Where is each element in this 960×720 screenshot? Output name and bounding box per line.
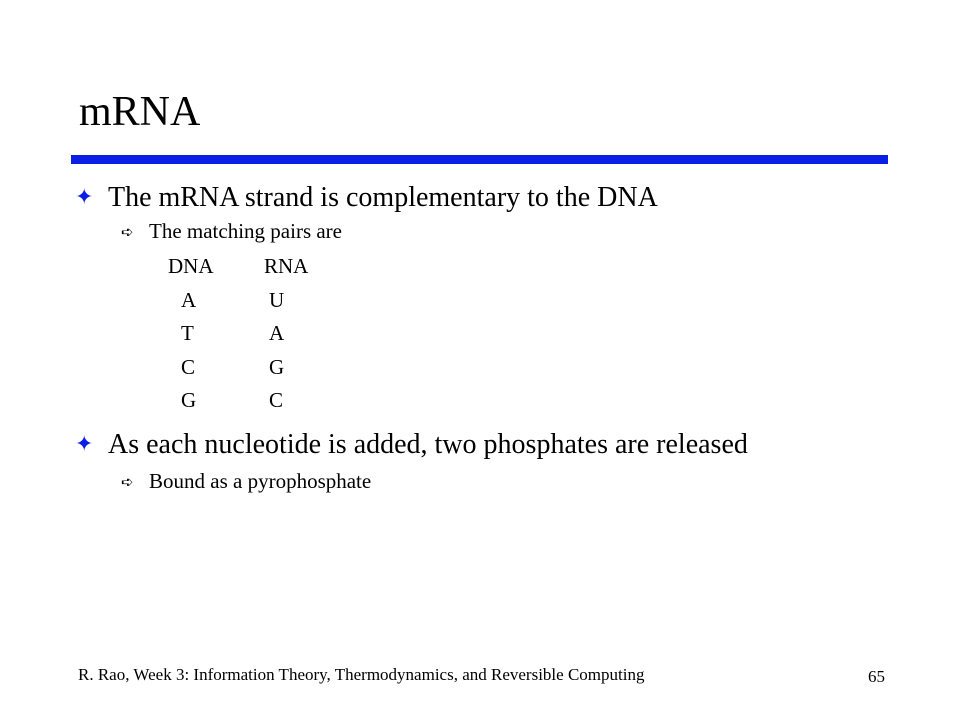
header-rna: RNA	[264, 254, 309, 278]
arrow-bullet-icon: ➪	[121, 473, 134, 491]
star-bullet-icon: ✦	[75, 432, 94, 457]
sub-bullet-text: Bound as a pyrophosphate	[149, 469, 372, 493]
dna-base: T	[181, 321, 194, 345]
page-number: 65	[868, 667, 885, 686]
bullet-text: The mRNA strand is complementary to the DNA	[108, 182, 658, 213]
rna-base: U	[269, 287, 285, 312]
rna-base: A	[269, 321, 285, 345]
sub-bullet-text: The matching pairs are	[149, 219, 342, 243]
bullet-text: As each nucleotide is added, two phosphates are released	[108, 429, 748, 460]
dna-base: A	[181, 287, 197, 312]
arrow-bullet-icon: ➪	[121, 223, 134, 241]
pair-row	[168, 384, 309, 418]
sub-bullet-matching-pairs	[121, 218, 342, 245]
dna-base: C	[181, 354, 196, 379]
title-underline-rule	[71, 155, 888, 164]
slide-footer: R. Rao, Week 3: Information Theory, Thermodynamics, and Reversible Computing	[78, 665, 645, 684]
pair-row	[168, 317, 309, 351]
bullet-phosphates-released	[75, 428, 748, 462]
rna-base: G	[269, 354, 285, 379]
star-bullet-icon: ✦	[75, 185, 94, 210]
pair-table-header	[168, 250, 309, 284]
base-pair-table	[168, 250, 309, 418]
pair-row	[168, 351, 309, 385]
pair-row	[168, 284, 309, 318]
bullet-complementary	[75, 181, 658, 215]
slide-title: mRNA	[79, 89, 201, 135]
dna-base: G	[181, 388, 197, 412]
header-dna: DNA	[168, 254, 214, 278]
sub-bullet-pyrophosphate	[121, 468, 371, 495]
rna-base: C	[269, 388, 284, 412]
